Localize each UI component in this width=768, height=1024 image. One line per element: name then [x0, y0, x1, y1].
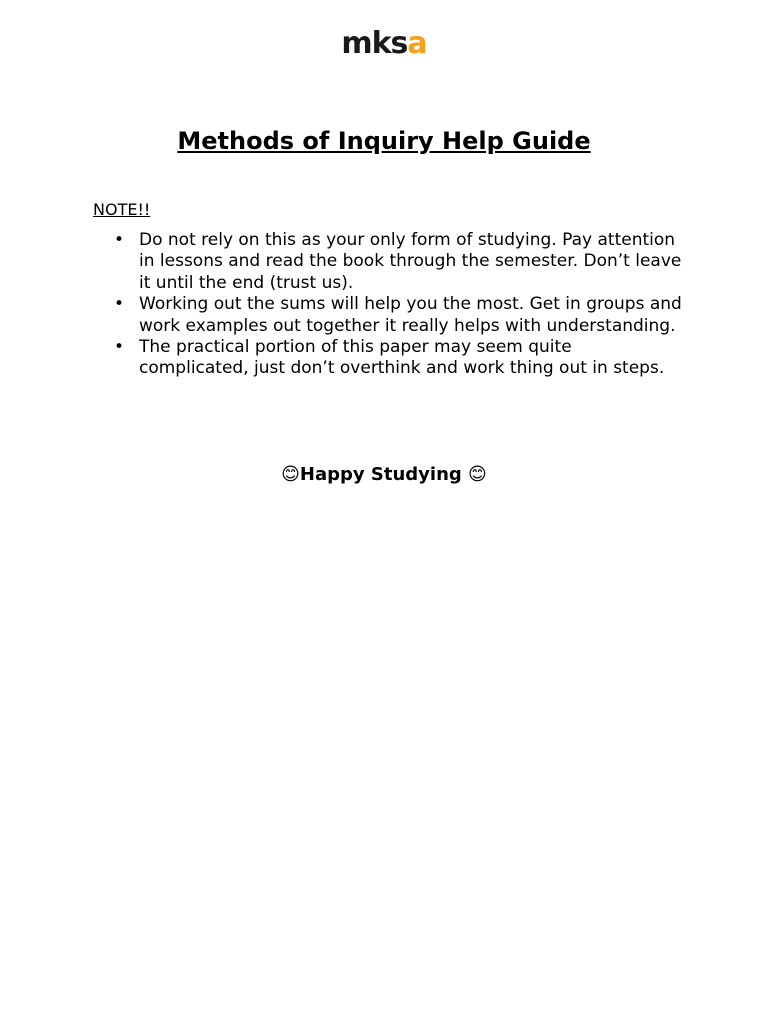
bullet-icon: •	[114, 230, 125, 250]
list-item	[93, 294, 683, 337]
list-item	[93, 230, 683, 294]
list-item	[93, 337, 683, 380]
list-item-text: The practical portion of this paper may seem quite complicated, just don’t overthink and work thing out in steps.	[139, 337, 665, 379]
closing-message: 😊Happy Studying 😊	[281, 464, 487, 485]
mksa-logo	[0, 24, 768, 64]
note-heading: NOTE!!	[93, 200, 151, 219]
logo-text-main: mks	[341, 26, 408, 61]
logo-text-accent: a	[407, 26, 427, 61]
bullet-icon: •	[114, 337, 125, 358]
page-title: Methods of Inquiry Help Guide	[177, 127, 591, 155]
tips-list	[93, 230, 683, 380]
list-item-text: Working out the sums will help you the most. Get in groups and work examples out together it really helps with understanding.	[139, 294, 682, 336]
list-item-text: Do not rely on this as your only form of studying. Pay attention in lessons and read the book through the semester. Don’t leave it until the end (trust us).	[139, 230, 682, 293]
bullet-icon: •	[114, 294, 125, 315]
